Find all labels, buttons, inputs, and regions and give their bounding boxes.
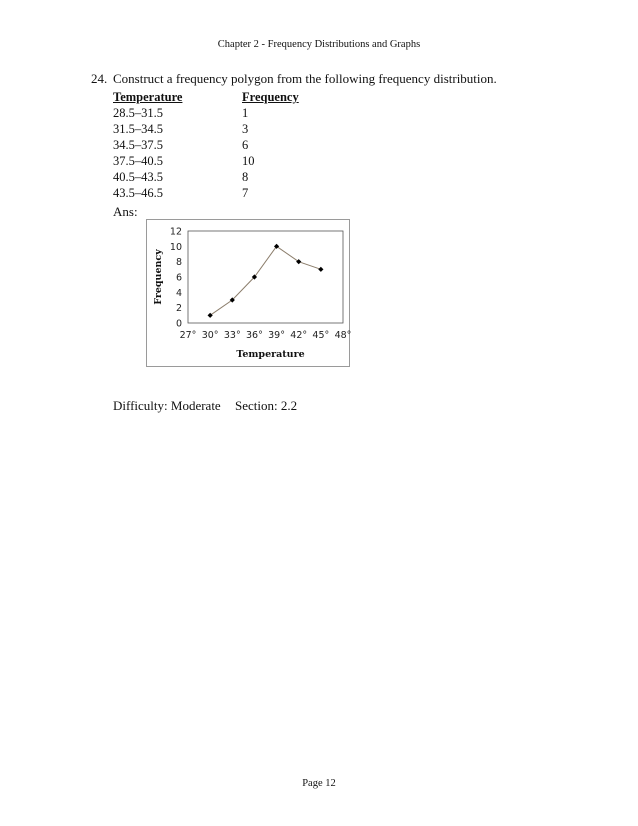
x-tick-label: 48° <box>334 330 352 341</box>
y-axis-title: Frequency <box>153 249 164 305</box>
y-tick-label: 2 <box>175 303 182 315</box>
page-number: Page 12 <box>302 778 336 789</box>
answer-metadata <box>113 398 297 414</box>
table-cell-class: 37.5–40.5 <box>113 154 163 168</box>
table-cell-frequency: 6 <box>242 138 249 152</box>
answer-label: Ans: <box>113 204 138 219</box>
table-cell-class: 28.5–31.5 <box>113 106 163 120</box>
data-point-marker <box>318 267 323 272</box>
x-tick-label: 39° <box>268 330 285 341</box>
frequency-table <box>113 89 322 201</box>
section-label: Section: 2.2 <box>235 398 298 413</box>
table-row <box>113 105 322 121</box>
table-cell-class: 43.5–46.5 <box>113 186 163 200</box>
y-tick-label: 6 <box>175 272 182 284</box>
y-tick-label: 10 <box>169 241 182 253</box>
x-tick-label: 42° <box>290 330 308 341</box>
table-row <box>113 185 322 201</box>
table-row <box>113 153 322 169</box>
x-tick-label: 27° <box>179 330 197 341</box>
y-tick-label: 0 <box>175 318 182 330</box>
frequency-polygon-chart <box>146 219 350 367</box>
y-tick-label: 12 <box>169 226 182 238</box>
table-cell-frequency: 8 <box>242 170 249 184</box>
table-cell-frequency: 1 <box>242 106 249 120</box>
plot-area-frame <box>188 231 343 323</box>
x-tick-label: 30° <box>201 330 219 341</box>
table-row <box>113 121 322 137</box>
y-tick-label: 8 <box>175 257 182 269</box>
difficulty-label: Difficulty: Moderate <box>113 398 221 413</box>
table-cell-class: 34.5–37.5 <box>113 138 163 152</box>
table-header-temperature: Temperature <box>113 90 183 104</box>
table-header-row <box>113 89 322 105</box>
table-cell-frequency: 7 <box>242 186 249 200</box>
table-cell-class: 40.5–43.5 <box>113 170 163 184</box>
x-tick-label: 45° <box>312 330 330 341</box>
page-header: Chapter 2 - Frequency Distributions and Graphs <box>217 39 421 50</box>
y-tick-label: 4 <box>175 287 182 299</box>
table-cell-frequency: 3 <box>242 122 249 136</box>
table-cell-class: 31.5–34.5 <box>113 122 163 136</box>
series-line <box>210 246 321 315</box>
x-tick-label: 33° <box>223 330 241 341</box>
table-cell-frequency: 10 <box>242 154 255 168</box>
x-axis-title: Temperature <box>236 349 305 360</box>
table-header-frequency: Frequency <box>242 90 299 104</box>
table-row <box>113 169 322 185</box>
chart-svg <box>147 220 352 366</box>
table-row <box>113 137 322 153</box>
question-text: Construct a frequency polygon from the following frequency distribution. <box>113 71 497 86</box>
x-tick-label: 36° <box>246 330 263 341</box>
question-number: 24. <box>91 71 108 86</box>
